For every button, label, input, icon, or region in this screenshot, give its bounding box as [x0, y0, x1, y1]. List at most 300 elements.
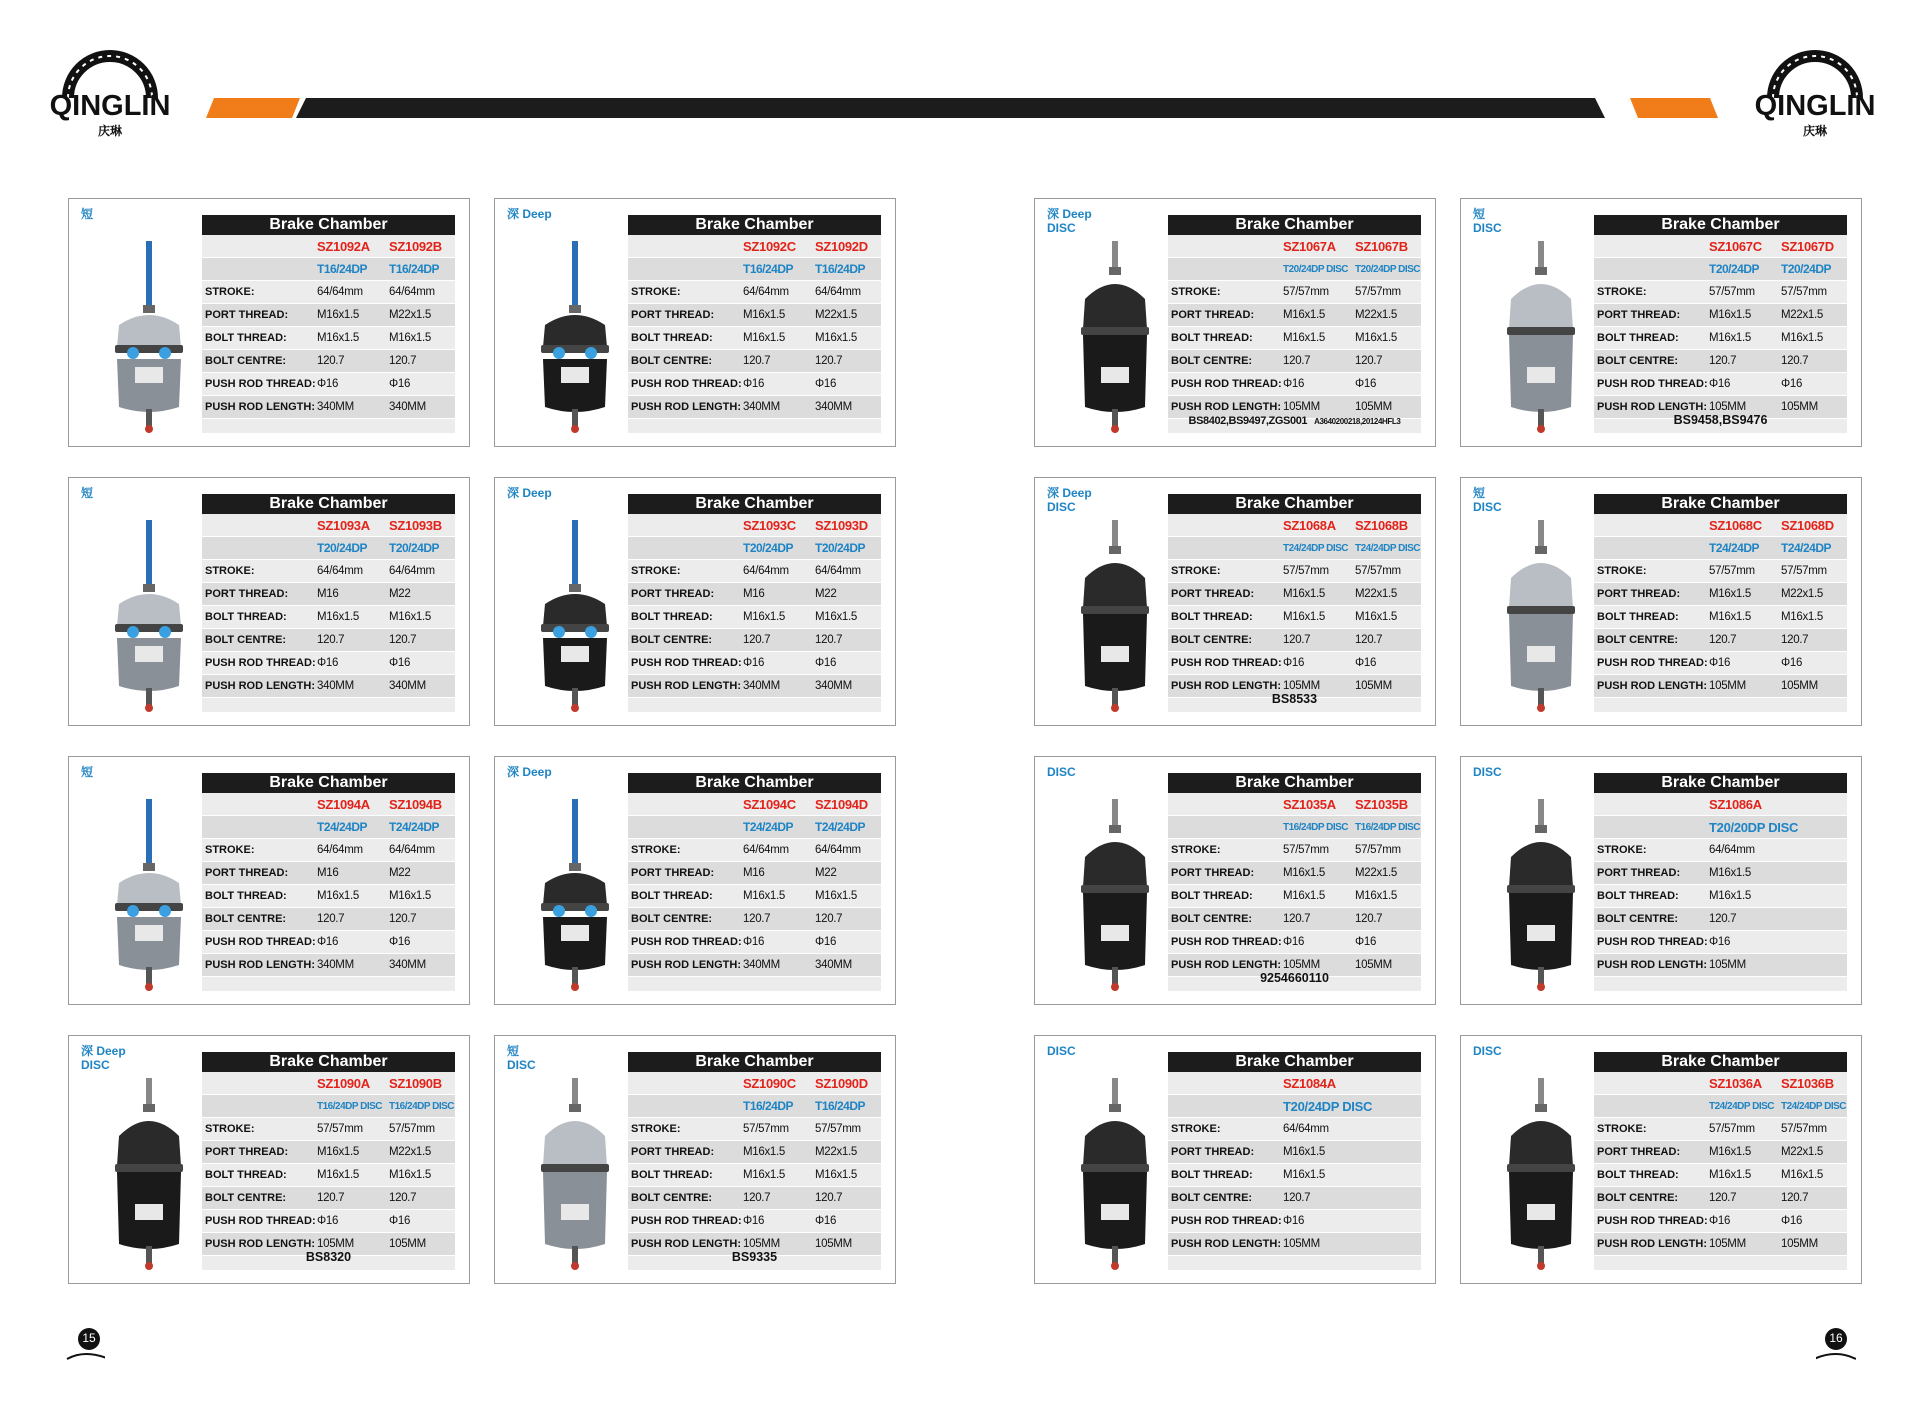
spec-value: 57/57mm [1283, 844, 1329, 856]
spec-value: 64/64mm [815, 844, 861, 856]
type-tag-1: DISC [1047, 765, 1076, 779]
model-type: T20/24DP [815, 541, 866, 555]
spec-value: M16x1.5 [1283, 309, 1326, 321]
spec-value: M16x1.5 [389, 611, 432, 623]
spec-label: PORT THREAD: [631, 1146, 715, 1158]
spec-label: PORT THREAD: [1171, 1146, 1255, 1158]
spec-value: 120.7 [317, 634, 345, 646]
spec-value: 120.7 [1781, 355, 1809, 367]
model-number: SZ1084A [1283, 1075, 1336, 1091]
spec-row-port [628, 304, 881, 327]
spec-row-pushthread [1168, 373, 1421, 396]
spec-label: PUSH ROD LENGTH: [631, 959, 741, 971]
spec-label: BOLT THREAD: [1171, 1169, 1253, 1181]
product-card [494, 477, 896, 726]
table-header: Brake Chamber [1168, 215, 1421, 235]
spec-row-bolt [1168, 606, 1421, 629]
spec-label: BOLT CENTRE: [205, 634, 287, 646]
spec-value: 120.7 [389, 913, 417, 925]
type-tag [81, 207, 93, 221]
brake-chamber-image [99, 797, 199, 997]
spec-value: M16x1.5 [1283, 332, 1326, 344]
spec-label: BOLT THREAD: [631, 1169, 713, 1181]
spec-value: Φ16 [815, 1215, 837, 1227]
spec-value: Φ16 [317, 1215, 339, 1227]
spec-value: 120.7 [815, 634, 843, 646]
brand-name: QINGLIN [1754, 90, 1876, 122]
spec-value: 340MM [389, 959, 426, 971]
spec-value: 120.7 [389, 634, 417, 646]
type-tag [507, 486, 552, 500]
spec-label: BOLT CENTRE: [1171, 913, 1253, 925]
spec-value: 105MM [1709, 1238, 1746, 1250]
spec-row-centre [202, 1187, 455, 1210]
cross-ref-1: BS9458,BS9476 [1673, 413, 1768, 427]
spec-value: M16x1.5 [1283, 1146, 1326, 1158]
spec-row-pushlen [1594, 954, 1847, 977]
spec-row-pushlen [202, 954, 455, 977]
model-number: SZ1067B [1355, 238, 1408, 254]
model-type: T24/24DP [317, 820, 368, 834]
type-tag [1473, 1044, 1502, 1058]
spec-table [628, 215, 881, 434]
spec-row-port [202, 862, 455, 885]
spec-value: 64/64mm [389, 565, 435, 577]
spec-value: M16x1.5 [1355, 611, 1398, 623]
spec-value: Φ16 [743, 1215, 765, 1227]
model-number: SZ1093A [317, 517, 370, 533]
product-card [68, 756, 470, 1005]
spec-row-bolt [628, 327, 881, 350]
spec-label: PORT THREAD: [631, 588, 715, 600]
brand-sub: 庆琳 [1802, 124, 1827, 138]
model-type: T20/24DP DISC [1283, 263, 1349, 275]
spec-table [1594, 773, 1847, 992]
type-tag [507, 765, 552, 779]
spec-row-pushthread [1168, 652, 1421, 675]
model-number: SZ1093D [815, 517, 868, 533]
model-number: SZ1090C [743, 1075, 796, 1091]
type-tag [1473, 486, 1502, 514]
spec-label: BOLT THREAD: [205, 611, 287, 623]
spec-value: 120.7 [389, 1192, 417, 1204]
spec-value: 120.7 [1709, 355, 1737, 367]
spec-row-bolt [1594, 327, 1847, 350]
model-type: T16/24DP DISC [317, 1100, 383, 1112]
spec-value: 340MM [815, 401, 852, 413]
spec-table [202, 494, 455, 713]
spec-row-pushthread [1594, 1210, 1847, 1233]
model-number: SZ1090B [389, 1075, 442, 1091]
model-number: SZ1092D [815, 238, 868, 254]
spec-value: Φ16 [389, 378, 411, 390]
spec-label: PUSH ROD THREAD: [631, 378, 742, 390]
cross-ref-1: BS8533 [1271, 692, 1318, 706]
spec-row-pushlen [1594, 675, 1847, 698]
model-number: SZ1086A [1709, 796, 1762, 812]
type-tag-1: 深 Deep [507, 207, 552, 221]
spec-label: PUSH ROD LENGTH: [1171, 401, 1281, 413]
spec-row-stroke [202, 839, 455, 862]
spec-value: M22x1.5 [1781, 309, 1824, 321]
cross-ref-1: BS9335 [731, 1250, 778, 1264]
page-number-left [65, 1327, 105, 1361]
spec-value: 57/57mm [1781, 286, 1827, 298]
spec-label: BOLT THREAD: [631, 611, 713, 623]
spec-value: M16 [317, 867, 339, 879]
spec-row-port [628, 862, 881, 885]
model-number: SZ1094C [743, 796, 796, 812]
spec-table [202, 773, 455, 992]
spec-value: 64/64mm [815, 565, 861, 577]
spec-label: PUSH ROD THREAD: [1171, 936, 1282, 948]
spec-row-bolt [1168, 885, 1421, 908]
spec-row-centre [1168, 350, 1421, 373]
spec-label: BOLT CENTRE: [205, 1192, 287, 1204]
spec-value: Φ16 [1781, 1215, 1803, 1227]
spec-value: 105MM [815, 1238, 852, 1250]
cross-ref-1: BS8402,BS9497,ZGS001 [1188, 415, 1308, 427]
model-number: SZ1093B [389, 517, 442, 533]
model-type: T16/24DP [317, 262, 368, 276]
spec-row-centre [1594, 629, 1847, 652]
spec-row-port [1168, 583, 1421, 606]
spec-row-pushlen [628, 954, 881, 977]
cross-reference [1594, 413, 1847, 427]
spec-value: 340MM [743, 680, 780, 692]
spec-row-centre [1168, 629, 1421, 652]
spec-value: 57/57mm [1355, 565, 1401, 577]
spec-row-port [628, 1141, 881, 1164]
spec-row-pushthread [202, 373, 455, 396]
spec-value: M16x1.5 [1781, 1169, 1824, 1181]
spec-value: Φ16 [1709, 936, 1731, 948]
spec-value: Φ16 [1709, 657, 1731, 669]
spec-label: PUSH ROD LENGTH: [1597, 680, 1707, 692]
spec-value: M22x1.5 [1355, 867, 1398, 879]
spec-row-stroke [1594, 839, 1847, 862]
model-number: SZ1092C [743, 238, 796, 254]
cross-reference [1168, 692, 1421, 706]
spec-label: BOLT THREAD: [205, 890, 287, 902]
spec-value: M22x1.5 [1355, 588, 1398, 600]
brake-chamber-image [1491, 797, 1591, 997]
spec-row-bolt [202, 606, 455, 629]
spec-label: PUSH ROD LENGTH: [205, 401, 315, 413]
spec-row-pushthread [1594, 652, 1847, 675]
product-card [68, 198, 470, 447]
spec-value: 340MM [317, 680, 354, 692]
product-card [494, 756, 896, 1005]
spec-row-pushlen [628, 675, 881, 698]
spec-row-bolt [1594, 1164, 1847, 1187]
type-tag [1473, 207, 1502, 235]
cross-ref-2: A3640200218,20124HFL3 [1314, 417, 1401, 426]
type-tag-1: 短 [1473, 486, 1486, 500]
type-tag [81, 486, 93, 500]
spec-label: PORT THREAD: [1597, 309, 1681, 321]
table-header: Brake Chamber [1594, 773, 1847, 793]
model-number: SZ1068A [1283, 517, 1336, 533]
spec-value: 120.7 [317, 355, 345, 367]
spec-value: Φ16 [815, 378, 837, 390]
spec-value: 57/57mm [317, 1123, 363, 1135]
brand-sub: 庆琳 [97, 124, 122, 138]
spec-value: 57/57mm [1355, 844, 1401, 856]
spec-value: M16x1.5 [743, 890, 786, 902]
spec-value: Φ16 [1355, 936, 1377, 948]
spec-label: PORT THREAD: [1171, 867, 1255, 879]
spec-value: M16x1.5 [1355, 332, 1398, 344]
spec-row-pushthread [628, 931, 881, 954]
spec-row-blank [628, 419, 881, 434]
model-number: SZ1068B [1355, 517, 1408, 533]
spec-row-bolt [202, 1164, 455, 1187]
spec-value: M16x1.5 [1709, 332, 1752, 344]
model-type: T20/24DP [743, 541, 794, 555]
spec-value: 105MM [1709, 401, 1746, 413]
spec-table [628, 494, 881, 713]
cross-reference [1168, 413, 1421, 427]
model-type: T24/24DP [815, 820, 866, 834]
spec-value: 120.7 [743, 1192, 771, 1204]
spec-value: Φ16 [1709, 1215, 1731, 1227]
spec-label: PORT THREAD: [631, 867, 715, 879]
model-number: SZ1090D [815, 1075, 868, 1091]
spec-value: 120.7 [1709, 634, 1737, 646]
spec-value: Φ16 [1283, 378, 1305, 390]
model-type: T16/24DP [743, 1099, 794, 1113]
spec-label: BOLT THREAD: [631, 890, 713, 902]
spec-row-pushthread [202, 1210, 455, 1233]
spec-value: 64/64mm [317, 286, 363, 298]
table-header: Brake Chamber [1168, 1052, 1421, 1072]
spec-value: M16x1.5 [743, 309, 786, 321]
type-tag-1: 深 Deep [81, 1044, 126, 1058]
spec-table [1168, 494, 1421, 713]
type-tag-2: DISC [1047, 500, 1076, 514]
spec-value: M16 [743, 867, 765, 879]
table-header: Brake Chamber [1168, 494, 1421, 514]
spec-row-pushlen [1594, 1233, 1847, 1256]
spec-label: STROKE: [631, 1123, 681, 1135]
brake-chamber-image [1491, 239, 1591, 439]
type-tag-1: 短 [1473, 207, 1486, 221]
spec-row-centre [1594, 1187, 1847, 1210]
spec-label: PUSH ROD THREAD: [631, 657, 742, 669]
spec-row-stroke [1168, 560, 1421, 583]
type-tag-2: DISC [1047, 221, 1076, 235]
type-tag-1: 短 [81, 765, 94, 779]
spec-label: PORT THREAD: [1597, 1146, 1681, 1158]
spec-table [1594, 1052, 1847, 1271]
spec-value: 120.7 [815, 355, 843, 367]
model-type: T20/24DP [389, 541, 440, 555]
spec-value: M16x1.5 [743, 611, 786, 623]
type-tag [1473, 765, 1502, 779]
spec-row-centre [628, 908, 881, 931]
spec-label: BOLT THREAD: [1597, 611, 1679, 623]
spec-value: 105MM [1709, 959, 1746, 971]
spec-value: M22x1.5 [1355, 309, 1398, 321]
spec-value: M16x1.5 [1709, 890, 1752, 902]
spec-value: 57/57mm [815, 1123, 861, 1135]
product-card [68, 1035, 470, 1284]
spec-row-pushthread [1168, 931, 1421, 954]
spec-value: M16x1.5 [389, 1169, 432, 1181]
spec-value: M16x1.5 [1709, 1146, 1752, 1158]
spec-label: PUSH ROD LENGTH: [631, 1238, 741, 1250]
spec-value: 105MM [1355, 401, 1392, 413]
spec-value: 64/64mm [1709, 844, 1755, 856]
spec-label: PUSH ROD THREAD: [205, 378, 316, 390]
spec-value: 340MM [389, 680, 426, 692]
spec-value: 57/57mm [389, 1123, 435, 1135]
type-tag [81, 1044, 126, 1072]
spec-label: PORT THREAD: [1597, 867, 1681, 879]
spec-value: 105MM [1781, 680, 1818, 692]
spec-value: 57/57mm [743, 1123, 789, 1135]
model-type: T20/24DP DISC [1283, 1098, 1373, 1114]
spec-table [1168, 215, 1421, 434]
spec-value: M16x1.5 [1709, 611, 1752, 623]
spec-row-stroke [628, 1118, 881, 1141]
model-number: SZ1092B [389, 238, 442, 254]
spec-label: STROKE: [1597, 565, 1647, 577]
spec-label: BOLT THREAD: [631, 332, 713, 344]
spec-row-port [202, 304, 455, 327]
spec-value: 120.7 [1283, 355, 1311, 367]
brake-chamber-image [1065, 518, 1165, 718]
model-type: T16/24DP [389, 262, 440, 276]
cross-reference [1168, 971, 1421, 985]
model-type: T20/24DP [1781, 262, 1832, 276]
spec-value: 105MM [1283, 401, 1320, 413]
spec-value: 340MM [389, 401, 426, 413]
spec-value: 57/57mm [1355, 286, 1401, 298]
model-type: T16/24DP [815, 262, 866, 276]
type-tag [507, 207, 552, 221]
brake-chamber-image [525, 1076, 625, 1276]
spec-row-bolt [1168, 327, 1421, 350]
spec-label: STROKE: [1597, 1123, 1647, 1135]
spec-label: BOLT THREAD: [1597, 332, 1679, 344]
model-number: SZ1035A [1283, 796, 1336, 812]
spec-value: M16x1.5 [1283, 867, 1326, 879]
spec-label: STROKE: [205, 565, 255, 577]
spec-row-blank [628, 977, 881, 992]
spec-value: 120.7 [389, 355, 417, 367]
spec-value: M22x1.5 [389, 1146, 432, 1158]
spec-row-bolt [1594, 606, 1847, 629]
spec-row-centre [202, 908, 455, 931]
table-header: Brake Chamber [1168, 773, 1421, 793]
spec-label: PUSH ROD THREAD: [631, 1215, 742, 1227]
spec-row-blank [1594, 698, 1847, 713]
spec-row-stroke [202, 560, 455, 583]
table-header: Brake Chamber [628, 1052, 881, 1072]
type-tag [1047, 765, 1076, 779]
spec-table [628, 773, 881, 992]
brand-logo-left [40, 50, 180, 138]
spec-value: M16x1.5 [815, 1169, 858, 1181]
spec-label: BOLT THREAD: [1597, 890, 1679, 902]
spec-label: PUSH ROD LENGTH: [1171, 1238, 1281, 1250]
spec-value: 57/57mm [1709, 286, 1755, 298]
spec-value: 120.7 [1781, 634, 1809, 646]
spec-value: Φ16 [1355, 657, 1377, 669]
spec-value: M16x1.5 [815, 332, 858, 344]
spec-label: PORT THREAD: [205, 588, 289, 600]
spec-row-pushthread [1594, 931, 1847, 954]
spec-label: STROKE: [1171, 844, 1221, 856]
spec-value: M16 [743, 588, 765, 600]
spec-value: 57/57mm [1781, 565, 1827, 577]
spec-value: 105MM [743, 1238, 780, 1250]
spec-value: M16x1.5 [743, 1146, 786, 1158]
spec-table [1168, 773, 1421, 992]
model-number: SZ1036A [1709, 1075, 1762, 1091]
table-header: Brake Chamber [202, 1052, 455, 1072]
spec-value: 64/64mm [743, 286, 789, 298]
spec-label: BOLT CENTRE: [1597, 913, 1679, 925]
spec-label: PUSH ROD THREAD: [1597, 378, 1708, 390]
spec-label: BOLT CENTRE: [205, 355, 287, 367]
model-number: SZ1068C [1709, 517, 1762, 533]
product-card [494, 198, 896, 447]
model-number: SZ1093C [743, 517, 796, 533]
spec-row-pushthread [628, 1210, 881, 1233]
type-tag [1047, 486, 1092, 514]
product-card [1034, 477, 1436, 726]
spec-label: PORT THREAD: [205, 867, 289, 879]
spec-label: PUSH ROD LENGTH: [1597, 959, 1707, 971]
brake-chamber-image [1065, 797, 1165, 997]
spec-value: M16x1.5 [815, 890, 858, 902]
type-tag-1: 短 [81, 486, 94, 500]
brake-chamber-image [99, 239, 199, 439]
spec-value: M22x1.5 [815, 1146, 858, 1158]
spec-table [628, 1052, 881, 1271]
spec-label: BOLT CENTRE: [631, 1192, 713, 1204]
cross-reference [628, 1250, 881, 1264]
type-tag-2: DISC [1473, 500, 1502, 514]
spec-value: 340MM [743, 959, 780, 971]
spec-value: Φ16 [1709, 378, 1731, 390]
table-header: Brake Chamber [202, 773, 455, 793]
spec-value: 57/57mm [1283, 565, 1329, 577]
spec-row-pushlen [202, 396, 455, 419]
spec-row-stroke [628, 839, 881, 862]
spec-row-blank [1594, 1256, 1847, 1271]
spec-value: 120.7 [317, 913, 345, 925]
spec-row-port [1594, 862, 1847, 885]
spec-row-stroke [1168, 1118, 1421, 1141]
spec-value: M16x1.5 [1283, 611, 1326, 623]
spec-value: Φ16 [1283, 936, 1305, 948]
spec-value: M16x1.5 [389, 890, 432, 902]
spec-value: 57/57mm [1283, 286, 1329, 298]
spec-value: 120.7 [1709, 913, 1737, 925]
spec-label: STROKE: [205, 1123, 255, 1135]
spec-label: PUSH ROD LENGTH: [1597, 1238, 1707, 1250]
type-tag-1: DISC [1473, 1044, 1502, 1058]
spec-label: PUSH ROD LENGTH: [1171, 680, 1281, 692]
spec-value: 120.7 [743, 355, 771, 367]
spec-label: PUSH ROD LENGTH: [205, 959, 315, 971]
spec-value: Φ16 [1781, 657, 1803, 669]
spec-value: Φ16 [389, 936, 411, 948]
